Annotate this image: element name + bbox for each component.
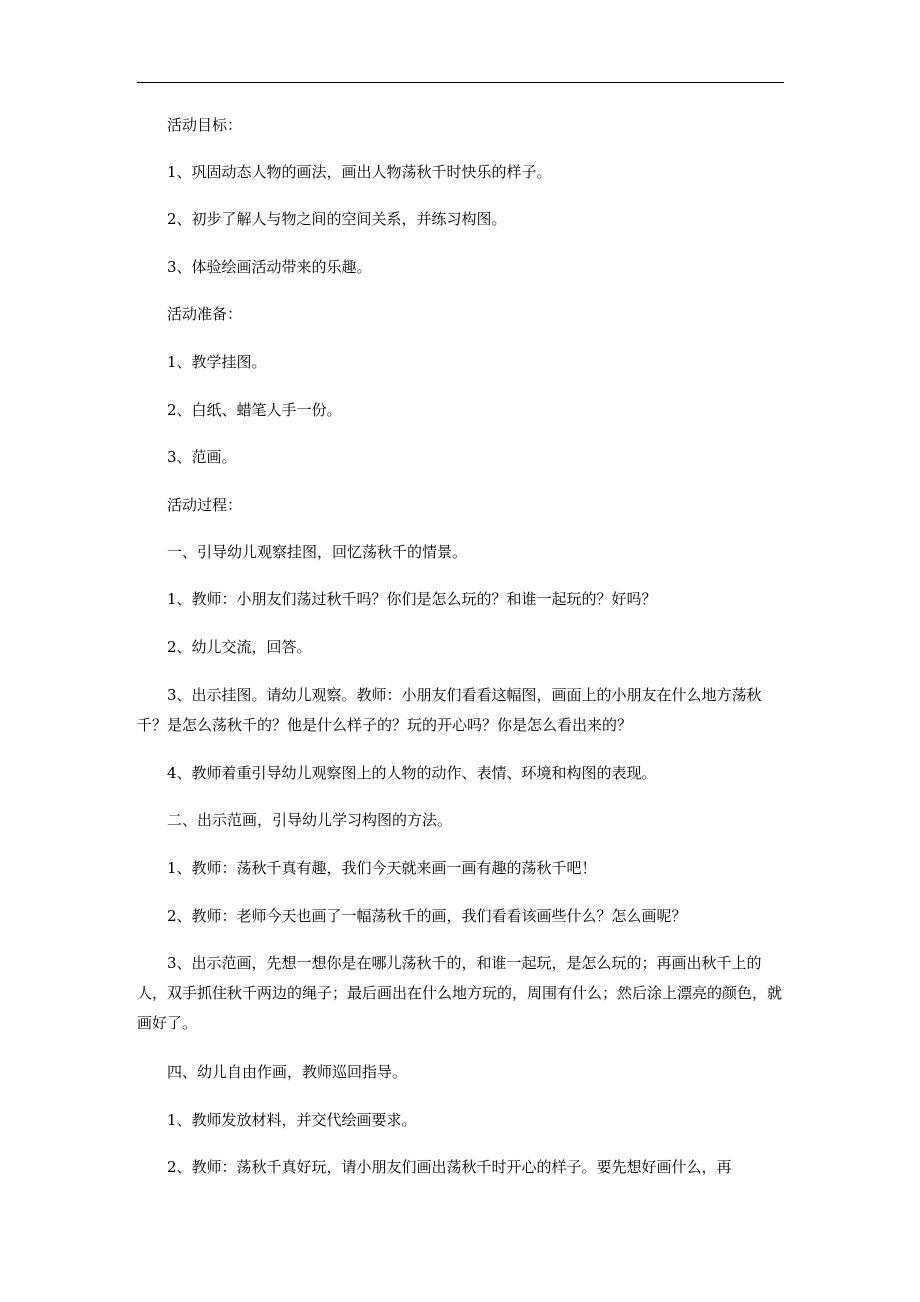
paragraph: 2、教师：老师今天也画了一幅荡秋千的画，我们看看该画些什么？怎么画呢？ (167, 907, 687, 925)
paragraph: 2、幼儿交流，回答。 (167, 638, 312, 656)
paragraph: 1、巩固动态人物的画法，画出人物荡秋千时快乐的样子。 (167, 163, 552, 181)
paragraph: 4、教师着重引导幼儿观察图上的人物的动作、表情、环境和构图的表现。 (167, 764, 657, 782)
paragraph: 一、引导幼儿观察挂图，回忆荡秋千的情景。 (167, 543, 468, 561)
section-heading-process: 活动过程： (167, 496, 243, 514)
paragraph: 2、初步了解人与物之间的空间关系，并练习构图。 (167, 210, 507, 228)
paragraph: 3、出示挂图。请幼儿观察。教师：小朋友们看看这幅图，画面上的小朋友在什么地方荡秋千？是怎么荡秋千的？他是什么样子的？玩的开心吗？你是怎么看出来的？ (137, 686, 762, 734)
paragraph: 1、教师：荡秋千真有趣，我们今天就来画一画有趣的荡秋千吧！ (167, 859, 597, 877)
section-heading-preparation: 活动准备： (167, 305, 243, 323)
paragraph: 1、教师：小朋友们荡过秋千吗？你们是怎么玩的？和谁一起玩的？好吗？ (167, 590, 657, 608)
paragraph: 3、体验绘画活动带来的乐趣。 (167, 258, 372, 276)
paragraph: 二、出示范画，引导幼儿学习构图的方法。 (167, 811, 453, 829)
paragraph: 1、教师发放材料，并交代绘画要求。 (167, 1111, 417, 1129)
paragraph: 3、范画。 (167, 448, 237, 466)
header-rule (137, 82, 784, 83)
paragraph: 1、教学挂图。 (167, 353, 267, 371)
paragraph: 3、出示范画，先想一想你是在哪儿荡秋千的，和谁一起玩，是怎么玩的；再画出秋千上的人，双手抓住秋千两边的绳子；最后画出在什么地方玩的，周围有什么；然后涂上漂亮的颜色，就画好了。 (137, 954, 783, 1032)
paragraph: 2、教师：荡秋千真好玩，请小朋友们画出荡秋千时开心的样子。要先想好画什么，再 (167, 1158, 732, 1176)
paragraph: 四、幼儿自由作画，教师巡回指导。 (167, 1063, 408, 1081)
paragraph: 2、白纸、蜡笔人手一份。 (167, 401, 342, 419)
section-heading-goals: 活动目标： (167, 116, 243, 134)
